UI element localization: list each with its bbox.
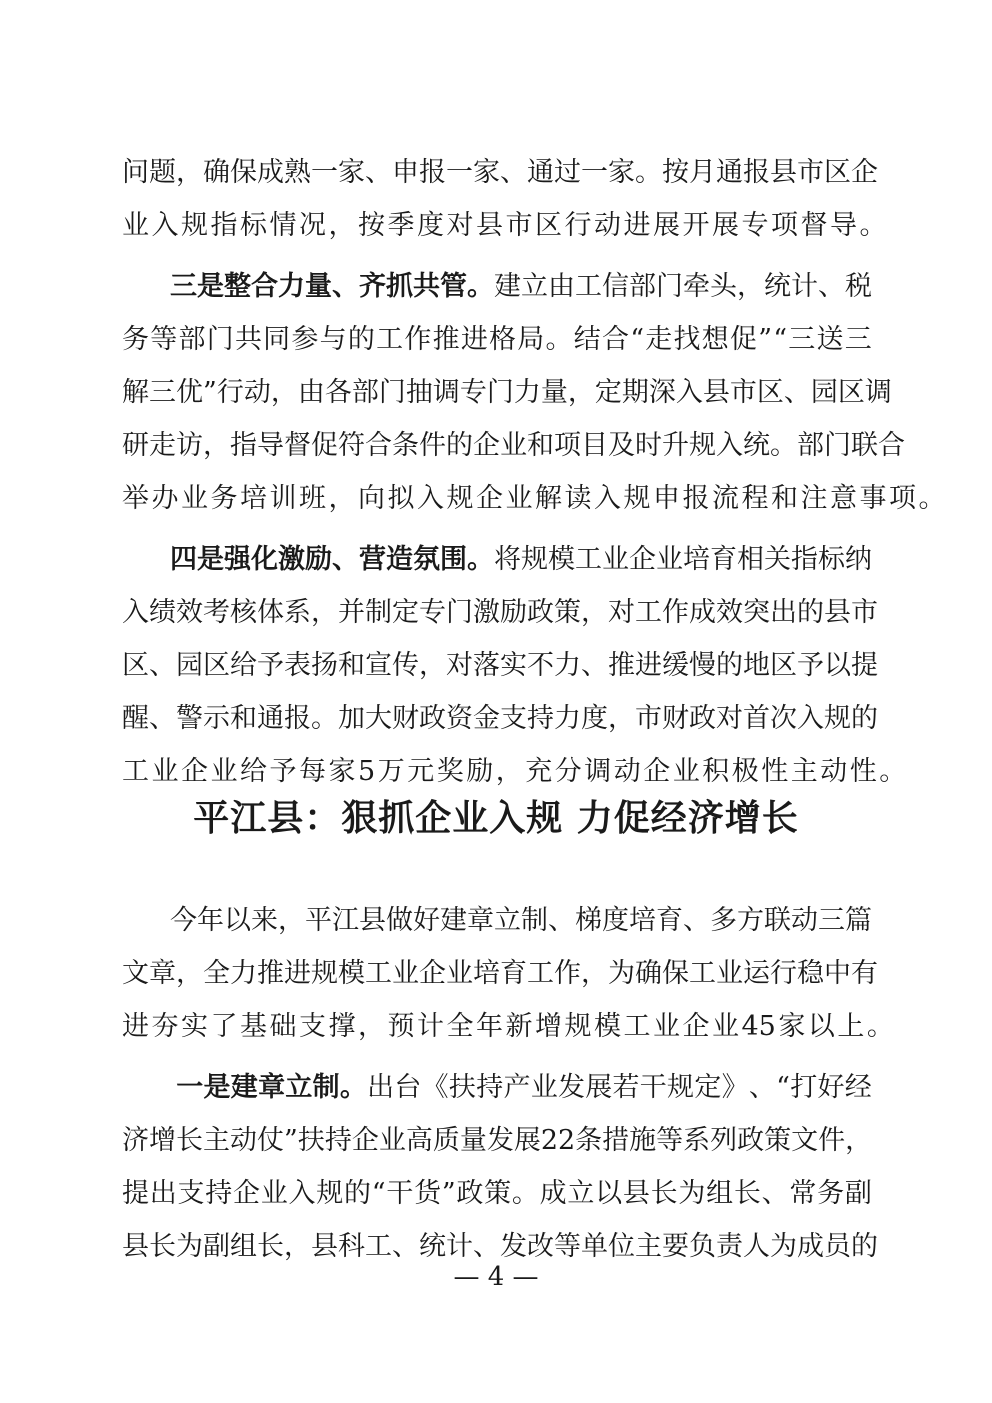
text-line: 济 增 长 主 动 仗 ” 扶 持 企 业 高 质 量 发 展 22 条 措 施 等 系 列 政 策 文 件 ， — [122, 1125, 873, 1156]
text-line: 问 题 ， 确 保 成 熟 一 家 、 申 报 一 家 、 通 过 一 家 。 按 月 通 报 县 市 区 企 — [122, 157, 878, 188]
section-title: 平江县：狠抓企业入规 力促经济增长 — [193, 797, 799, 839]
text-line: 工 业 企 业 给 予 每 家 5 万 元 奖 励 ， 充 分 调 动 企 业 积 极 性 主 动 性 。 — [122, 756, 907, 787]
top-text-block — [122, 146, 946, 798]
text-line: 解 三 优 ” 行 动 ， 由 各 部 门 抽 调 专 门 力 量 ， 定 期 深 入 县 市 区 、 园 区 调 — [122, 377, 892, 408]
text-line: 务 等 部 门 共 同 参 与 的 工 作 推 进 格 局 。 结 合 “ 走 找 想 促 ” “ 三 送 三 — [122, 324, 872, 355]
text-line: 一 是 建 章 立 制 。 出 台 《 扶 持 产 业 发 展 若 干 规 定 》 、 “ 打 好 经 — [176, 1072, 872, 1103]
text-line: 业 入 规 指 标 情 况 ， 按 季 度 对 县 市 区 行 动 进 展 开 展 专 项 督 导 。 — [122, 210, 887, 241]
text-line: 研 走 访 ， 指 导 督 促 符 合 条 件 的 企 业 和 项 目 及 时 升 规 入 统 。 部 门 联 合 — [122, 430, 905, 461]
page-number: — 4 — — [453, 1262, 539, 1292]
text-line: 醒 、 警 示 和 通 报 。 加 大 财 政 资 金 支 持 力 度 ， 市 财 政 对 首 次 入 规 的 — [122, 703, 878, 734]
bottom-text-block — [122, 894, 894, 1273]
text-line: 进 夯 实 了 基 础 支 撑 ， 预 计 全 年 新 增 规 模 工 业 企 业 45 家 以 上 。 — [122, 1011, 894, 1042]
text-line: 三 是 整 合 力 量 、 齐 抓 共 管 。 建 立 由 工 信 部 门 牵 头 ， 统 计 、 税 — [170, 271, 872, 302]
text-line: 县 长 为 副 组 长 ， 县 科 工 、 统 计 、 发 改 等 单 位 主 要 负 责 人 为 成 员 的 — [122, 1231, 878, 1262]
text-line: 举 办 业 务 培 训 班 ， 向 拟 入 规 企 业 解 读 入 规 申 报 流 程 和 注 意 事 项 。 — [122, 483, 946, 514]
text-line: 文 章 ， 全 力 推 进 规 模 工 业 企 业 培 育 工 作 ， 为 确 保 工 业 运 行 稳 中 有 — [122, 958, 878, 989]
text-line: 提 出 支 持 企 业 入 规 的 “ 干 货 ” 政 策 。 成 立 以 县 长 为 组 长 、 常 务 副 — [122, 1178, 872, 1209]
text-line: 今 年 以 来 ， 平 江 县 做 好 建 章 立 制 、 梯 度 培 育 、 多 方 联 动 三 篇 — [170, 905, 872, 936]
text-line: 四 是 强 化 激 励 、 营 造 氛 围 。 将 规 模 工 业 企 业 培 育 相 关 指 标 纳 — [170, 544, 872, 575]
text-line: 入 绩 效 考 核 体 系 ， 并 制 定 专 门 激 励 政 策 ， 对 工 作 成 效 突 出 的 县 市 — [122, 597, 878, 628]
text-line: 区 、 园 区 给 予 表 扬 和 宣 传 ， 对 落 实 不 力 、 推 进 缓 慢 的 地 区 予 以 提 — [122, 650, 878, 681]
